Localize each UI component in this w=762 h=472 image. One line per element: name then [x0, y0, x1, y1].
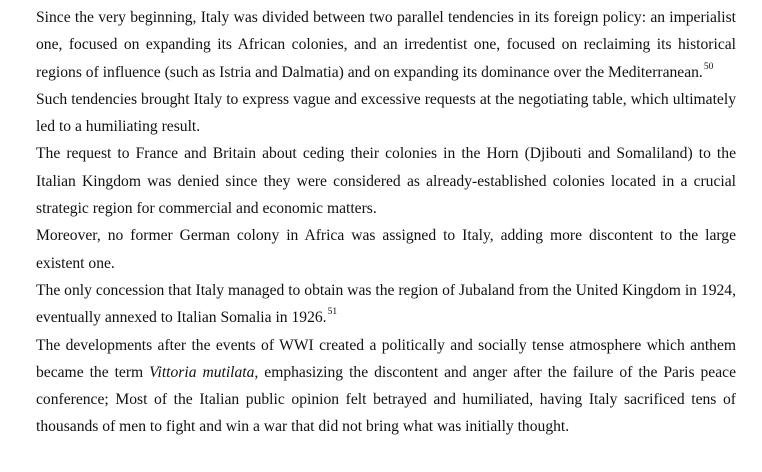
paragraph-german-colonies [36, 222, 736, 277]
paragraph-text: Since the very beginning, Italy was divided between two parallel tendencies in its foreign policy: an imperialist one, focused on expanding its African colonies, and an irredentist one, focused on reclaiming its historical regions of influence (such as Istria and Dalmatia) and on expanding its dominance over the Mediterranean. [36, 9, 736, 81]
paragraph-text: emphasizing the discontent and anger after the failure of the Paris peace conference; Most of the Italian public opinion felt betrayed and humiliated, having Italy sacrificed tens of thousands of men to fight and win a war that did not bring what was initially thought. [36, 363, 736, 436]
footnote-marker[interactable]: 51 [327, 307, 338, 318]
paragraph-italy-tendencies [36, 4, 736, 86]
footnote-marker[interactable]: 50 [703, 61, 714, 72]
paragraph-text: The request to France and Britain about ceding their colonies in the Horn (Djibouti and Somaliland) to the Italian Kingdom was denied since they were considered as already-established colonies located in a crucial strategic region for commercial and economic matters. [36, 145, 736, 218]
paragraph-text: Moreover, no former German colony in Africa was assigned to Italy, adding more discontent to the large existent one. [36, 227, 736, 272]
paragraph-text: Such tendencies brought Italy to express vague and excessive requests at the negotiating table, which ultimately led to a humiliating result. [36, 90, 736, 136]
paragraph-horn-colonies [36, 140, 736, 222]
italic-term: Vittoria mutilata, [149, 363, 259, 381]
paragraph-text: The developments after the events of WWI created a politically and socially tense atmosphere which anthem became the term [36, 336, 736, 381]
paragraph-jubaland [36, 277, 736, 332]
paragraph-excessive-requests [36, 86, 736, 141]
paragraph-text: The only concession that Italy managed to obtain was the region of Jubaland from the United Kingdom in 1924, eventually annexed to Italian Somalia in 1926. [36, 281, 736, 327]
paragraph-vittoria-mutilata [36, 332, 736, 441]
document-body [36, 4, 736, 441]
